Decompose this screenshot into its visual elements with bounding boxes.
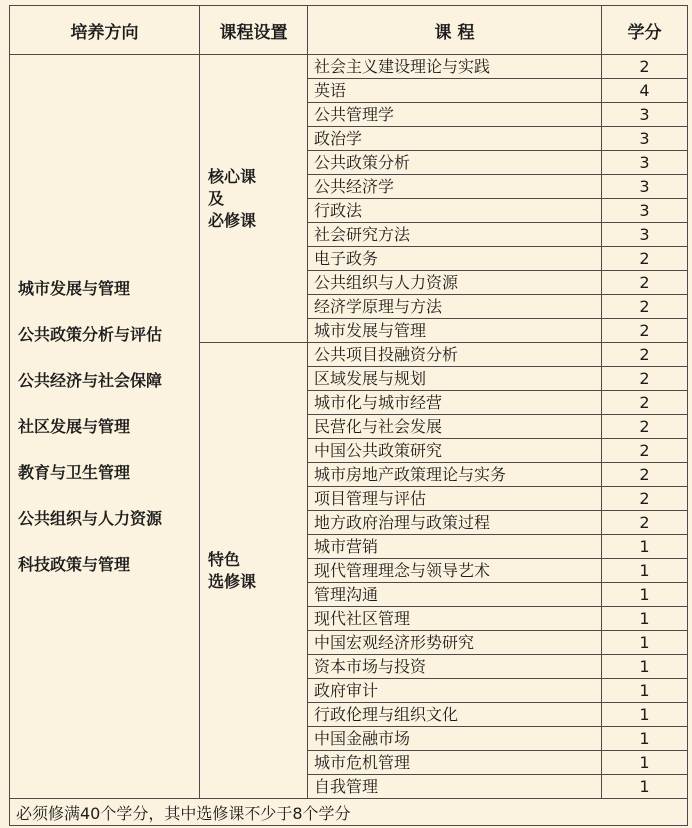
training-directions-cell (10, 55, 200, 799)
direction-item: 公共政策分析与评估 (18, 324, 163, 344)
course-credit-cell: 2 (602, 415, 688, 439)
course-credit-cell: 1 (602, 703, 688, 727)
direction-item: 城市发展与管理 (18, 278, 131, 298)
course-name-cell: 自我管理 (308, 775, 602, 799)
course-credit-cell: 2 (602, 391, 688, 415)
course-name-cell: 社会研究方法 (308, 223, 602, 247)
footnote-row (10, 799, 688, 826)
category-label-line: 特色 (208, 549, 241, 569)
course-name-cell: 公共经济学 (308, 175, 602, 199)
elective-category-cell (200, 343, 308, 799)
header-course: 课 程 (308, 6, 602, 55)
course-credit-cell: 3 (602, 175, 688, 199)
direction-item: 公共经济与社会保障 (18, 370, 163, 390)
course-credit-cell: 1 (602, 727, 688, 751)
course-name-cell: 现代社区管理 (308, 607, 602, 631)
course-name-cell: 行政法 (308, 199, 602, 223)
course-name-cell: 区域发展与规划 (308, 367, 602, 391)
core-category-cell (200, 55, 308, 343)
course-credit-cell: 2 (602, 247, 688, 271)
category-label-line: 及 (208, 188, 225, 208)
course-credit-cell: 1 (602, 535, 688, 559)
course-credit-cell: 1 (602, 631, 688, 655)
course-credit-cell: 3 (602, 223, 688, 247)
course-credit-cell: 4 (602, 79, 688, 103)
table-row (10, 55, 688, 79)
header-row (10, 6, 688, 55)
course-credit-cell: 2 (602, 511, 688, 535)
course-name-cell: 政治学 (308, 127, 602, 151)
course-name-cell: 资本市场与投资 (308, 655, 602, 679)
course-name-cell: 公共组织与人力资源 (308, 271, 602, 295)
course-credit-cell: 1 (602, 559, 688, 583)
course-name-cell: 城市发展与管理 (308, 319, 602, 343)
curriculum-table (9, 5, 688, 826)
course-credit-cell: 2 (602, 295, 688, 319)
category-label-line: 必修课 (208, 210, 257, 230)
course-name-cell: 城市房地产政策理论与实务 (308, 463, 602, 487)
credit-requirement-note: 必须修满40个学分，其中选修课不少于8个学分 (10, 799, 688, 826)
course-name-cell: 电子政务 (308, 247, 602, 271)
curriculum-table-container (9, 5, 687, 824)
course-credit-cell: 2 (602, 463, 688, 487)
course-name-cell: 民营化与社会发展 (308, 415, 602, 439)
course-name-cell: 城市化与城市经营 (308, 391, 602, 415)
course-name-cell: 公共项目投融资分析 (308, 343, 602, 367)
course-name-cell: 现代管理理念与领导艺术 (308, 559, 602, 583)
direction-item: 社区发展与管理 (18, 416, 131, 436)
header-direction: 培养方向 (10, 6, 200, 55)
course-name-cell: 公共管理学 (308, 103, 602, 127)
course-name-cell: 中国公共政策研究 (308, 439, 602, 463)
course-credit-cell: 1 (602, 775, 688, 799)
course-credit-cell: 2 (602, 367, 688, 391)
course-name-cell: 公共政策分析 (308, 151, 602, 175)
course-credit-cell: 2 (602, 487, 688, 511)
course-credit-cell: 3 (602, 103, 688, 127)
course-credit-cell: 3 (602, 151, 688, 175)
course-name-cell: 城市营销 (308, 535, 602, 559)
course-name-cell: 经济学原理与方法 (308, 295, 602, 319)
course-name-cell: 政府审计 (308, 679, 602, 703)
course-credit-cell: 2 (602, 55, 688, 79)
course-credit-cell: 1 (602, 607, 688, 631)
course-name-cell: 行政伦理与组织文化 (308, 703, 602, 727)
course-credit-cell: 3 (602, 127, 688, 151)
course-name-cell: 管理沟通 (308, 583, 602, 607)
header-setting: 课程设置 (200, 6, 308, 55)
course-name-cell: 项目管理与评估 (308, 487, 602, 511)
course-name-cell: 社会主义建设理论与实践 (308, 55, 602, 79)
direction-item: 教育与卫生管理 (18, 462, 131, 482)
category-label-line: 核心课 (208, 166, 257, 186)
course-credit-cell: 1 (602, 583, 688, 607)
table-body (10, 55, 688, 826)
direction-item: 公共组织与人力资源 (18, 508, 163, 528)
course-name-cell: 中国金融市场 (308, 727, 602, 751)
course-credit-cell: 2 (602, 271, 688, 295)
course-credit-cell: 2 (602, 319, 688, 343)
course-name-cell: 中国宏观经济形势研究 (308, 631, 602, 655)
category-label-line: 选修课 (208, 571, 257, 591)
direction-item: 科技政策与管理 (18, 554, 131, 574)
header-credit: 学分 (602, 6, 688, 55)
course-credit-cell: 3 (602, 199, 688, 223)
course-credit-cell: 1 (602, 751, 688, 775)
course-credit-cell: 2 (602, 439, 688, 463)
course-credit-cell: 1 (602, 655, 688, 679)
course-name-cell: 城市危机管理 (308, 751, 602, 775)
course-name-cell: 英语 (308, 79, 602, 103)
course-credit-cell: 1 (602, 679, 688, 703)
course-credit-cell: 2 (602, 343, 688, 367)
course-name-cell: 地方政府治理与政策过程 (308, 511, 602, 535)
